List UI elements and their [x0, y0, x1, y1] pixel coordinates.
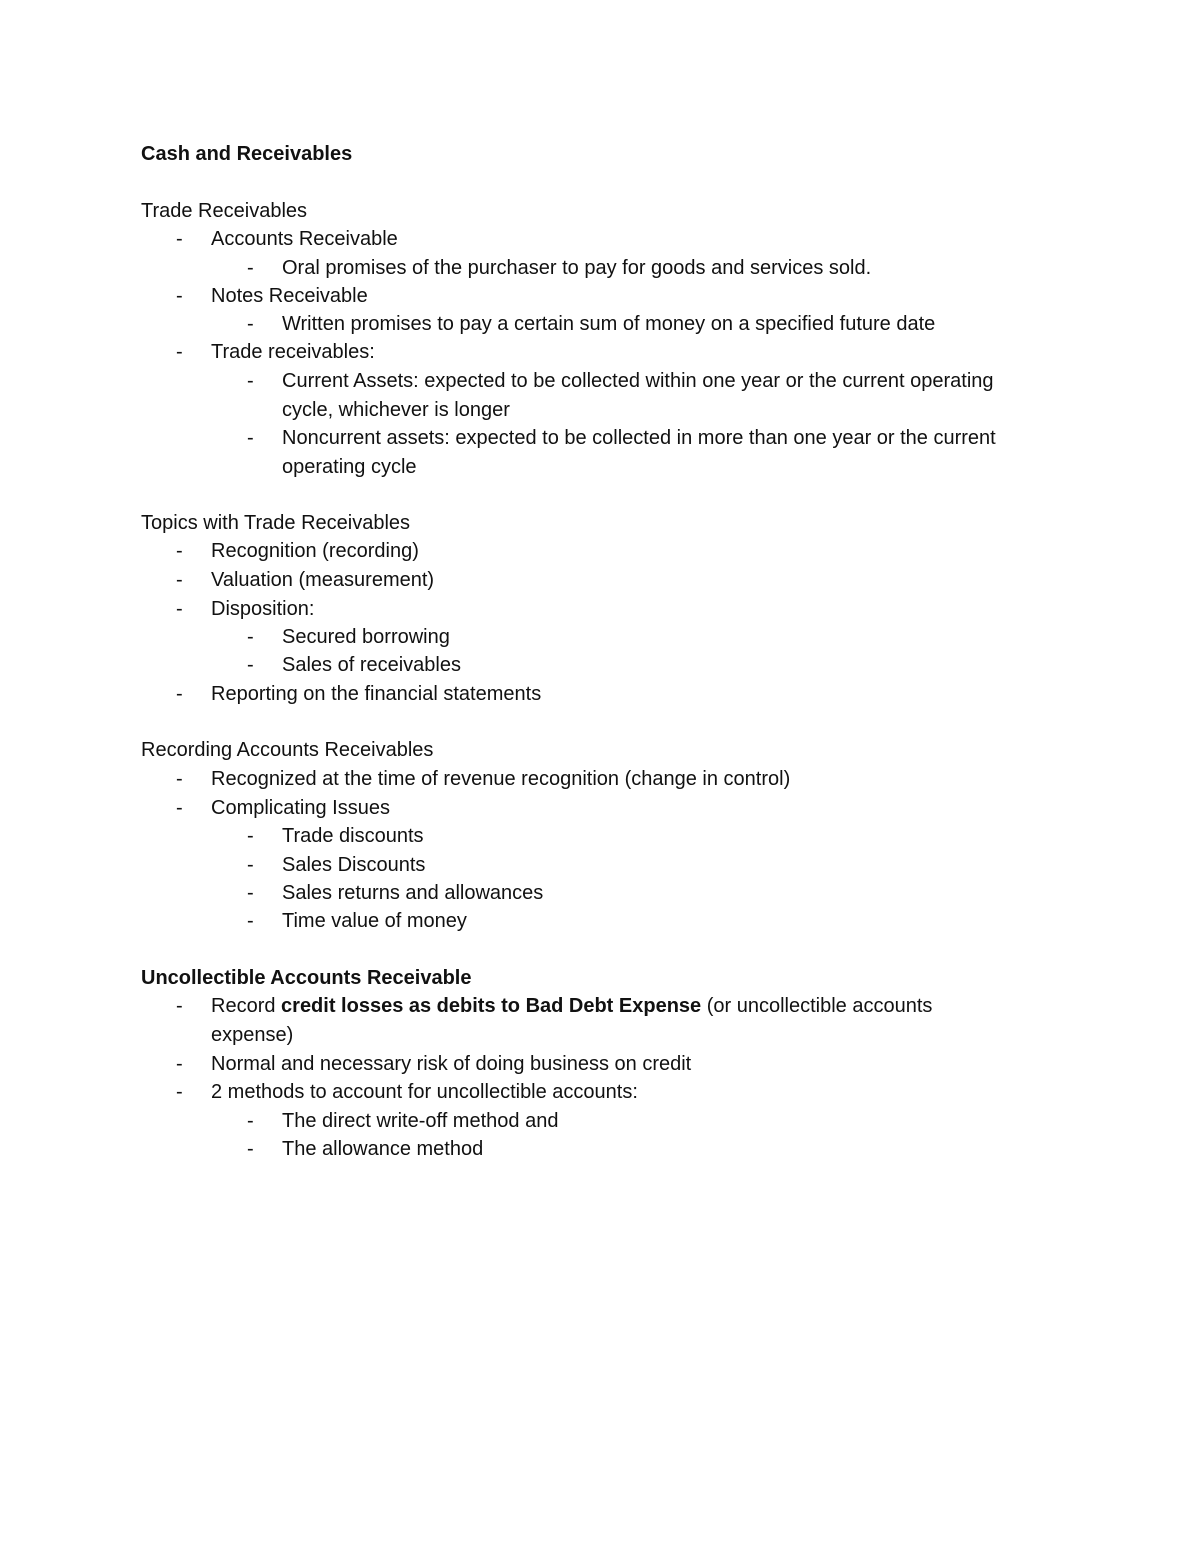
section-heading-recording: Recording Accounts Receivables: [141, 739, 434, 761]
list-item-time-value: Time value of money: [282, 910, 467, 932]
bullet-dash: -: [176, 768, 183, 790]
list-item-recognized: Recognized at the time of revenue recognition (change in control): [211, 768, 791, 790]
list-item-notes-receivable: Notes Receivable: [211, 285, 368, 307]
list-item-accounts-receivable: Accounts Receivable: [211, 228, 398, 250]
list-item-two-methods: 2 methods to account for uncollectible accounts:: [211, 1081, 638, 1103]
text-run: Record: [211, 995, 282, 1017]
list-item-sales-returns: Sales returns and allowances: [282, 882, 544, 904]
list-item-noncurrent-assets-cont: operating cycle: [282, 456, 417, 478]
bullet-dash: -: [176, 285, 183, 307]
section-heading-trade-receivables: Trade Receivables: [141, 200, 308, 222]
list-item-direct-write-off: The direct write-off method and: [282, 1110, 559, 1132]
list-item-current-assets-cont: cycle, whichever is longer: [282, 399, 510, 421]
bullet-dash: -: [247, 1110, 254, 1132]
bullet-dash: -: [176, 228, 183, 250]
bullet-dash: -: [247, 427, 254, 449]
bullet-dash: -: [176, 683, 183, 705]
bullet-dash: -: [247, 882, 254, 904]
list-item-recognition: Recognition (recording): [211, 540, 419, 562]
bullet-dash: -: [176, 598, 183, 620]
bullet-dash: -: [176, 1053, 183, 1075]
bullet-dash: -: [247, 626, 254, 648]
list-item-secured-borrowing: Secured borrowing: [282, 626, 450, 648]
bullet-dash: -: [176, 995, 183, 1017]
text-run: (or uncollectible accounts: [701, 995, 933, 1017]
list-item-sales-of-receivables: Sales of receivables: [282, 654, 461, 676]
list-item-nr-description: Written promises to pay a certain sum of money on a specified future date: [282, 313, 936, 335]
section-heading-topics: Topics with Trade Receivables: [141, 512, 411, 534]
list-item-current-assets: Current Assets: expected to be collected within one year or the current operating: [282, 370, 994, 392]
bullet-dash: -: [247, 313, 254, 335]
list-item-valuation: Valuation (measurement): [211, 569, 435, 591]
bullet-dash: -: [176, 569, 183, 591]
bullet-dash: -: [247, 370, 254, 392]
bullet-dash: -: [247, 1138, 254, 1160]
bullet-dash: -: [247, 257, 254, 279]
bullet-dash: -: [176, 797, 183, 819]
list-item-reporting: Reporting on the financial statements: [211, 683, 542, 705]
bullet-dash: -: [247, 910, 254, 932]
list-item-ar-description: Oral promises of the purchaser to pay for goods and services sold.: [282, 257, 872, 279]
list-item-normal-risk: Normal and necessary risk of doing business on credit: [211, 1053, 692, 1075]
bullet-dash: -: [247, 654, 254, 676]
bullet-dash: -: [247, 825, 254, 847]
bullet-dash: -: [176, 341, 183, 363]
bullet-dash: -: [247, 854, 254, 876]
list-item-trade-receivables: Trade receivables:: [211, 341, 375, 363]
list-item-record-credit-losses-cont: expense): [211, 1024, 294, 1046]
bullet-dash: -: [176, 1081, 183, 1103]
list-item-noncurrent-assets: Noncurrent assets: expected to be collected in more than one year or the current: [282, 427, 996, 449]
document-title: Cash and Receivables: [141, 143, 353, 165]
section-heading-uncollectible: Uncollectible Accounts Receivable: [141, 967, 472, 989]
list-item-complicating-issues: Complicating Issues: [211, 797, 390, 819]
list-item-disposition: Disposition:: [211, 598, 315, 620]
bullet-dash: -: [176, 540, 183, 562]
list-item-sales-discounts: Sales Discounts: [282, 854, 426, 876]
list-item-allowance-method: The allowance method: [282, 1138, 484, 1160]
bold-text-run: credit losses as debits to Bad Debt Expense: [281, 995, 702, 1017]
list-item-trade-discounts: Trade discounts: [282, 825, 424, 847]
list-item-record-credit-losses: [211, 992, 932, 1020]
